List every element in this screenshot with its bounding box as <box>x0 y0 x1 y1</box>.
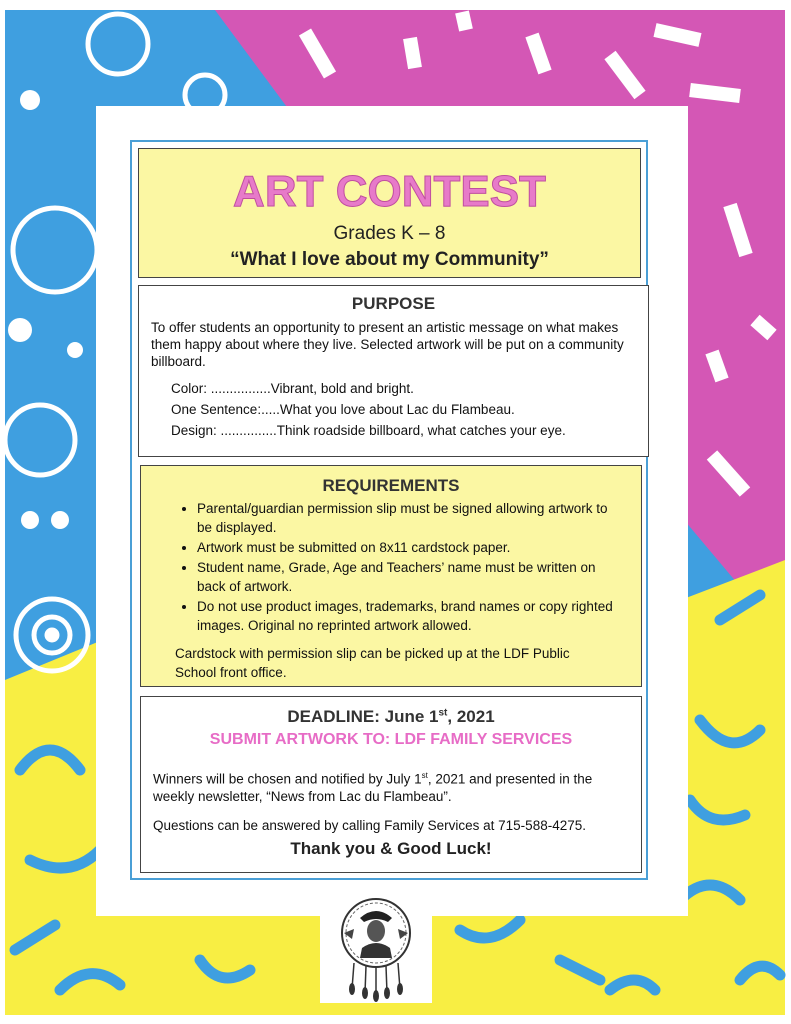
winners-sup: st <box>421 771 428 780</box>
criteria-label: Color: ................ <box>171 381 271 396</box>
contest-theme: “What I love about my Community” <box>230 249 549 270</box>
questions-text: Questions can be answered by calling Family Services at 715-588-4275. <box>153 818 586 833</box>
thanks-text: Thank you & Good Luck! <box>290 839 492 858</box>
requirements-note: Cardstock with permission slip can be picked up at the LDF Public School front office. <box>175 646 570 680</box>
deadline-date: DEADLINE: June 1 <box>287 707 439 726</box>
deadline-box <box>140 696 642 873</box>
criteria-value: Vibrant, bold and bright. <box>270 381 414 396</box>
purpose-text: To offer students an opportunity to present an artistic message on what makes them happy about where they live. Selected artwork will be put on a community billboard. <box>151 320 624 369</box>
header-box <box>138 148 641 278</box>
list-item: • Parental/guardian permission slip must be signed allowing artwork to be displayed. <box>197 499 625 537</box>
requirements-heading: REQUIREMENTS <box>322 476 460 495</box>
deadline-heading <box>141 707 641 727</box>
criteria-value: What you love about Lac du Flambeau. <box>279 402 515 417</box>
tribal-dreamcatcher-logo-icon <box>320 893 432 1003</box>
criteria-label: One Sentence:..... <box>171 402 280 417</box>
list-item: • Student name, Grade, Age and Teachers’ name must be written on back of artwork. <box>197 558 625 596</box>
purpose-heading: PURPOSE <box>351 294 436 313</box>
list-item: • Do not use product images, trademarks, brand names or copy righted images. Original no reprinted artwork allowed. <box>197 597 625 635</box>
grades-label: Grades K – 8 <box>333 223 446 244</box>
winners-text-a: Winners will be chosen and notified by July 1 <box>153 771 422 787</box>
criteria-label: Design: ............... <box>171 423 277 438</box>
submit-to: SUBMIT ARTWORK TO: LDF FAMILY SERVICES <box>209 731 573 748</box>
winners-text-b: , 2021 and presented in the weekly newsletter, “News from Lac du Flambeau”. <box>153 771 593 804</box>
requirements-list <box>141 499 641 635</box>
requirements-box <box>140 465 642 687</box>
deadline-sup: st <box>438 707 448 719</box>
criteria-sentence <box>171 402 515 417</box>
page-title: ART CONTEST <box>233 167 546 216</box>
criteria-design <box>171 423 566 438</box>
criteria-value: Think roadside billboard, what catches your eye. <box>276 423 566 438</box>
winners-text <box>153 767 627 805</box>
purpose-box <box>138 285 649 457</box>
deadline-year: , 2021 <box>447 707 495 726</box>
list-item: • Artwork must be submitted on 8x11 cardstock paper. <box>197 538 625 557</box>
criteria-color <box>171 381 414 396</box>
